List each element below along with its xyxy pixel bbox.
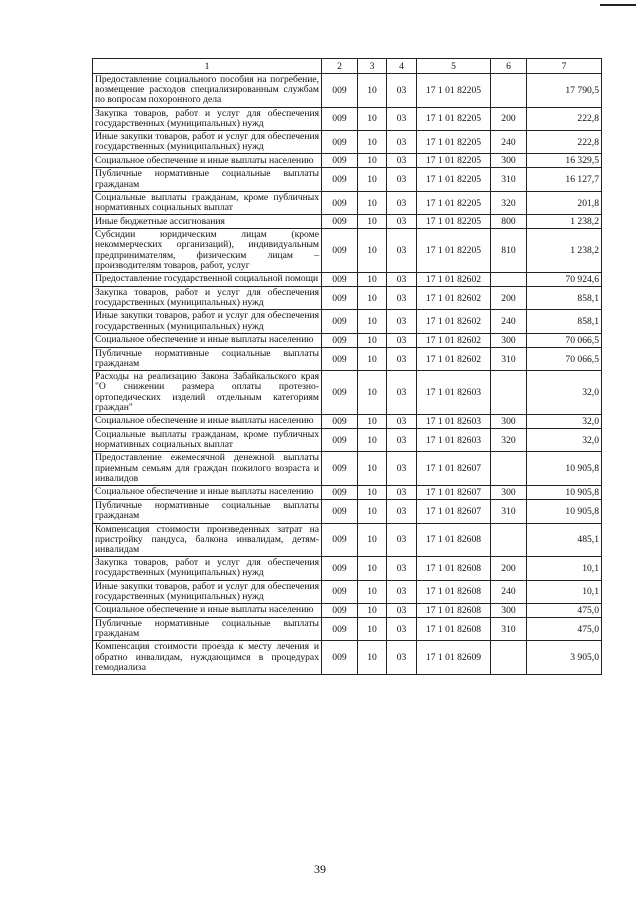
table-row: [93, 287, 602, 310]
cell-amount: 1 238,2: [527, 229, 602, 273]
cell-subsection-code: 03: [387, 215, 417, 229]
cell-subsection-code: 03: [387, 557, 417, 580]
cell-amount: 222,8: [527, 107, 602, 130]
cell-target-article: 17 1 01 82603: [417, 429, 491, 452]
table-row: [93, 371, 602, 415]
cell-expense-type: 200: [491, 557, 527, 580]
row-description: Социальное обеспечение и иные выплаты населению: [93, 603, 322, 617]
cell-section-code: 10: [358, 452, 387, 486]
cell-subsection-code: 03: [387, 191, 417, 214]
cell-expense-type: 320: [491, 429, 527, 452]
cell-target-article: 17 1 01 82608: [417, 580, 491, 603]
cell-subsection-code: 03: [387, 523, 417, 557]
cell-expense-type: [491, 641, 527, 675]
cell-target-article: 17 1 01 82602: [417, 287, 491, 310]
table-row: [93, 310, 602, 333]
cell-expense-type: [491, 273, 527, 287]
cell-expense-type: [491, 523, 527, 557]
cell-amount: 32,0: [527, 371, 602, 415]
cell-section-code: 10: [358, 500, 387, 523]
row-description: Социальное обеспечение и иные выплаты населению: [93, 486, 322, 500]
cell-amount: 32,0: [527, 429, 602, 452]
cell-expense-type: 200: [491, 107, 527, 130]
cell-amount: 201,8: [527, 191, 602, 214]
cell-amount: 32,0: [527, 415, 602, 429]
cell-expense-type: 310: [491, 617, 527, 640]
table-row: [93, 191, 602, 214]
cell-expense-type: 240: [491, 580, 527, 603]
cell-ministry-code: 009: [322, 74, 358, 108]
cell-ministry-code: 009: [322, 415, 358, 429]
cell-target-article: 17 1 01 82608: [417, 617, 491, 640]
header-cell: 5: [417, 59, 491, 74]
cell-section-code: 10: [358, 273, 387, 287]
cell-expense-type: 200: [491, 287, 527, 310]
cell-subsection-code: 03: [387, 452, 417, 486]
cell-expense-type: 310: [491, 347, 527, 370]
cell-expense-type: [491, 371, 527, 415]
cell-target-article: 17 1 01 82609: [417, 641, 491, 675]
table-row: [93, 107, 602, 130]
table-row: [93, 557, 602, 580]
cell-subsection-code: 03: [387, 287, 417, 310]
row-description: Иные закупки товаров, работ и услуг для обеспечения государственных (муниципальных) нужд: [93, 131, 322, 154]
cell-ministry-code: 009: [322, 273, 358, 287]
cell-target-article: 17 1 01 82603: [417, 415, 491, 429]
row-description: Социальные выплаты гражданам, кроме публичных нормативных социальных выплат: [93, 191, 322, 214]
cell-amount: 10,1: [527, 580, 602, 603]
row-description: Социальное обеспечение и иные выплаты населению: [93, 415, 322, 429]
cell-subsection-code: 03: [387, 415, 417, 429]
cell-target-article: 17 1 01 82205: [417, 107, 491, 130]
cell-section-code: 10: [358, 154, 387, 168]
cell-expense-type: [491, 74, 527, 108]
cell-section-code: 10: [358, 371, 387, 415]
row-description: Публичные нормативные социальные выплаты гражданам: [93, 500, 322, 523]
cell-expense-type: 300: [491, 333, 527, 347]
cell-target-article: 17 1 01 82205: [417, 191, 491, 214]
cell-section-code: 10: [358, 229, 387, 273]
cell-ministry-code: 009: [322, 347, 358, 370]
cell-target-article: 17 1 01 82602: [417, 310, 491, 333]
table-row: [93, 429, 602, 452]
cell-ministry-code: 009: [322, 215, 358, 229]
table-row: [93, 523, 602, 557]
table-row: [93, 641, 602, 675]
cell-ministry-code: 009: [322, 131, 358, 154]
cell-expense-type: 320: [491, 191, 527, 214]
row-description: Компенсация стоимости проезда к месту лечения и обратно инвалидам, нуждающимся в процедурах гемодиализа: [93, 641, 322, 675]
cell-amount: 70 924,6: [527, 273, 602, 287]
cell-subsection-code: 03: [387, 500, 417, 523]
row-description: Закупка товаров, работ и услуг для обеспечения государственных (муниципальных) нужд: [93, 557, 322, 580]
cell-subsection-code: 03: [387, 310, 417, 333]
cell-ministry-code: 009: [322, 617, 358, 640]
row-description: Закупка товаров, работ и услуг для обеспечения государственных (муниципальных) нужд: [93, 107, 322, 130]
cell-amount: 10,1: [527, 557, 602, 580]
cell-ministry-code: 009: [322, 641, 358, 675]
cell-target-article: 17 1 01 82205: [417, 229, 491, 273]
header-cell: 7: [527, 59, 602, 74]
table-row: [93, 580, 602, 603]
row-description: Социальные выплаты гражданам, кроме публичных нормативных социальных выплат: [93, 429, 322, 452]
row-description: Публичные нормативные социальные выплаты гражданам: [93, 168, 322, 191]
cell-ministry-code: 009: [322, 580, 358, 603]
cell-amount: 16 127,7: [527, 168, 602, 191]
cell-subsection-code: 03: [387, 603, 417, 617]
table-row: [93, 415, 602, 429]
cell-amount: 858,1: [527, 287, 602, 310]
cell-subsection-code: 03: [387, 347, 417, 370]
cell-expense-type: 240: [491, 131, 527, 154]
table-row: [93, 486, 602, 500]
cell-ministry-code: 009: [322, 371, 358, 415]
cell-section-code: 10: [358, 523, 387, 557]
cell-section-code: 10: [358, 107, 387, 130]
cell-subsection-code: 03: [387, 617, 417, 640]
cell-section-code: 10: [358, 580, 387, 603]
cell-target-article: 17 1 01 82205: [417, 154, 491, 168]
cell-expense-type: 310: [491, 500, 527, 523]
cell-ministry-code: 009: [322, 500, 358, 523]
cell-ministry-code: 009: [322, 168, 358, 191]
cell-target-article: 17 1 01 82205: [417, 131, 491, 154]
row-description: Иные бюджетные ассигнования: [93, 215, 322, 229]
cell-subsection-code: 03: [387, 168, 417, 191]
table-header-row: [93, 59, 602, 74]
table-row: [93, 168, 602, 191]
cell-expense-type: 310: [491, 168, 527, 191]
cell-amount: 10 905,8: [527, 500, 602, 523]
cell-amount: 475,0: [527, 603, 602, 617]
cell-section-code: 10: [358, 191, 387, 214]
row-description: Расходы на реализацию Закона Забайкальского края "О снижении размера оплаты протезно-ортопедических изделий отдельным категориям граждан": [93, 371, 322, 415]
header-cell: 4: [387, 59, 417, 74]
table-row: [93, 215, 602, 229]
cell-subsection-code: 03: [387, 273, 417, 287]
cell-subsection-code: 03: [387, 333, 417, 347]
cell-subsection-code: 03: [387, 131, 417, 154]
cell-section-code: 10: [358, 641, 387, 675]
cell-amount: 70 066,5: [527, 347, 602, 370]
cell-target-article: 17 1 01 82608: [417, 603, 491, 617]
row-description: Предоставление ежемесячной денежной выплаты приемным семьям для граждан пожилого возраста и инвалидов: [93, 452, 322, 486]
cell-amount: 16 329,5: [527, 154, 602, 168]
table-row: [93, 131, 602, 154]
cell-amount: 222,8: [527, 131, 602, 154]
table-row: [93, 229, 602, 273]
cell-expense-type: 240: [491, 310, 527, 333]
cell-ministry-code: 009: [322, 287, 358, 310]
row-description: Публичные нормативные социальные выплаты гражданам: [93, 347, 322, 370]
table-row: [93, 500, 602, 523]
cell-target-article: 17 1 01 82608: [417, 557, 491, 580]
page-number: 39: [314, 862, 326, 876]
cell-target-article: 17 1 01 82602: [417, 273, 491, 287]
cell-amount: 485,1: [527, 523, 602, 557]
budget-table: [92, 58, 602, 675]
header-cell: 2: [322, 59, 358, 74]
cell-target-article: 17 1 01 82205: [417, 168, 491, 191]
cell-subsection-code: 03: [387, 429, 417, 452]
row-description: Субсидии юридическим лицам (кроме некоммерческих организаций), индивидуальным предпринимателям, физическим лицам – производителям товаров, работ, услуг: [93, 229, 322, 273]
cell-ministry-code: 009: [322, 557, 358, 580]
table-body: [93, 74, 602, 675]
row-description: Публичные нормативные социальные выплаты гражданам: [93, 617, 322, 640]
cell-subsection-code: 03: [387, 641, 417, 675]
cell-section-code: 10: [358, 287, 387, 310]
cell-section-code: 10: [358, 603, 387, 617]
cell-subsection-code: 03: [387, 229, 417, 273]
cell-subsection-code: 03: [387, 154, 417, 168]
table-row: [93, 347, 602, 370]
cell-target-article: 17 1 01 82607: [417, 500, 491, 523]
cell-ministry-code: 009: [322, 107, 358, 130]
cell-section-code: 10: [358, 310, 387, 333]
cell-amount: 858,1: [527, 310, 602, 333]
cell-amount: 3 905,0: [527, 641, 602, 675]
cell-section-code: 10: [358, 74, 387, 108]
row-description: Компенсация стоимости произведенных затрат на пристройку пандуса, балкона инвалидам, детям-инвалидам: [93, 523, 322, 557]
cell-ministry-code: 009: [322, 452, 358, 486]
cell-subsection-code: 03: [387, 486, 417, 500]
table-row: [93, 154, 602, 168]
table-row: [93, 452, 602, 486]
cell-section-code: 10: [358, 347, 387, 370]
cell-amount: 10 905,8: [527, 486, 602, 500]
row-description: Предоставление социального пособия на погребение, возмещение расходов специализированным службам по вопросам похоронного дела: [93, 74, 322, 108]
cell-subsection-code: 03: [387, 74, 417, 108]
table-row: [93, 273, 602, 287]
cell-ministry-code: 009: [322, 523, 358, 557]
table-row: [93, 617, 602, 640]
cell-target-article: 17 1 01 82608: [417, 523, 491, 557]
row-description: Иные закупки товаров, работ и услуг для обеспечения государственных (муниципальных) нужд: [93, 580, 322, 603]
table-row: [93, 603, 602, 617]
row-description: Социальное обеспечение и иные выплаты населению: [93, 333, 322, 347]
cell-ministry-code: 009: [322, 229, 358, 273]
cell-ministry-code: 009: [322, 310, 358, 333]
cell-expense-type: 300: [491, 154, 527, 168]
cell-section-code: 10: [358, 131, 387, 154]
row-description: Иные закупки товаров, работ и услуг для обеспечения государственных (муниципальных) нужд: [93, 310, 322, 333]
cell-amount: 17 790,5: [527, 74, 602, 108]
cell-expense-type: 810: [491, 229, 527, 273]
cell-section-code: 10: [358, 168, 387, 191]
cell-expense-type: 300: [491, 415, 527, 429]
cell-ministry-code: 009: [322, 154, 358, 168]
cell-section-code: 10: [358, 333, 387, 347]
row-description: Социальное обеспечение и иные выплаты населению: [93, 154, 322, 168]
table-row: [93, 74, 602, 108]
cell-amount: 475,0: [527, 617, 602, 640]
cell-expense-type: 300: [491, 603, 527, 617]
cell-target-article: 17 1 01 82205: [417, 74, 491, 108]
cell-expense-type: 800: [491, 215, 527, 229]
cell-target-article: 17 1 01 82607: [417, 486, 491, 500]
cell-ministry-code: 009: [322, 486, 358, 500]
header-cell: 1: [93, 59, 322, 74]
cell-section-code: 10: [358, 557, 387, 580]
cell-ministry-code: 009: [322, 603, 358, 617]
cell-section-code: 10: [358, 215, 387, 229]
cell-subsection-code: 03: [387, 580, 417, 603]
cell-amount: 10 905,8: [527, 452, 602, 486]
cell-section-code: 10: [358, 486, 387, 500]
cell-target-article: 17 1 01 82602: [417, 333, 491, 347]
cell-section-code: 10: [358, 429, 387, 452]
scan-corner-mark: [600, 4, 636, 6]
cell-ministry-code: 009: [322, 429, 358, 452]
cell-target-article: 17 1 01 82205: [417, 215, 491, 229]
header-cell: 3: [358, 59, 387, 74]
cell-target-article: 17 1 01 82603: [417, 371, 491, 415]
cell-ministry-code: 009: [322, 333, 358, 347]
cell-expense-type: [491, 452, 527, 486]
table-row: [93, 333, 602, 347]
cell-amount: 1 238,2: [527, 215, 602, 229]
header-cell: 6: [491, 59, 527, 74]
cell-section-code: 10: [358, 415, 387, 429]
cell-ministry-code: 009: [322, 191, 358, 214]
cell-subsection-code: 03: [387, 107, 417, 130]
cell-target-article: 17 1 01 82602: [417, 347, 491, 370]
cell-expense-type: 300: [491, 486, 527, 500]
cell-target-article: 17 1 01 82607: [417, 452, 491, 486]
cell-section-code: 10: [358, 617, 387, 640]
cell-amount: 70 066,5: [527, 333, 602, 347]
cell-subsection-code: 03: [387, 371, 417, 415]
row-description: Предоставление государственной социальной помощи: [93, 273, 322, 287]
row-description: Закупка товаров, работ и услуг для обеспечения государственных (муниципальных) нужд: [93, 287, 322, 310]
